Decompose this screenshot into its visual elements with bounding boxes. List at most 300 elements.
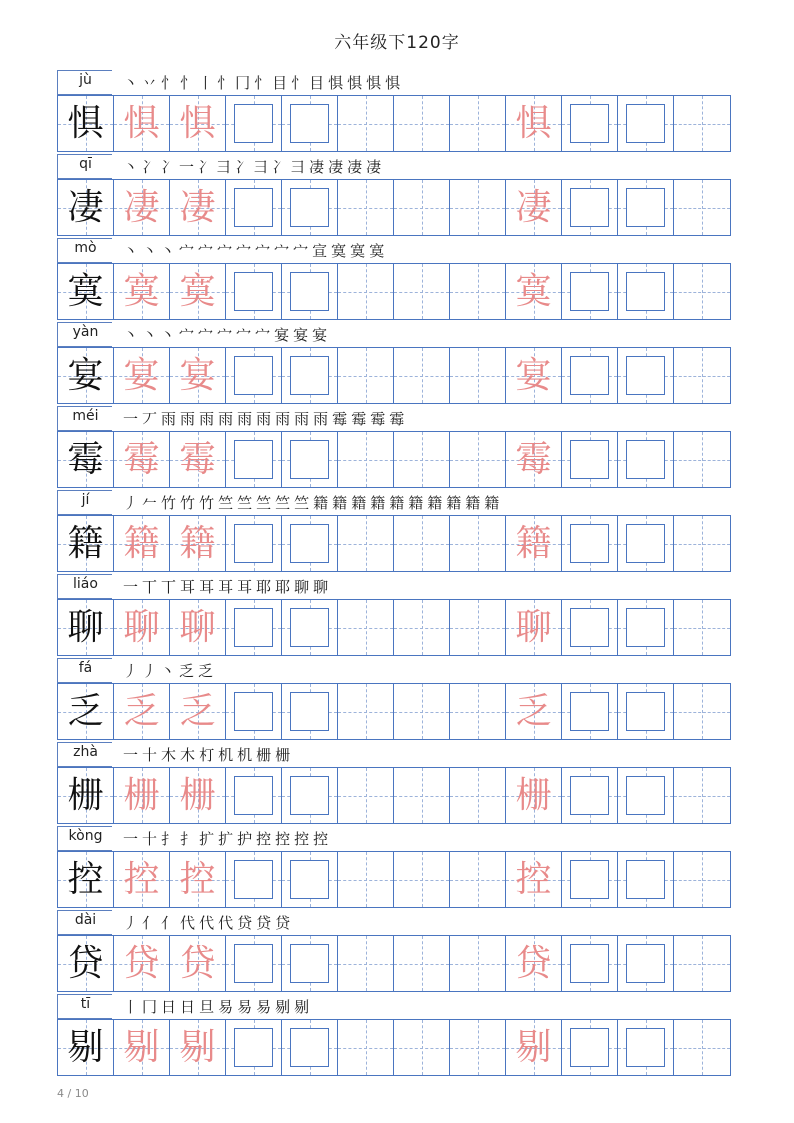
guide-line-horizontal xyxy=(450,292,505,293)
practice-cell[interactable] xyxy=(450,852,506,907)
practice-cell[interactable] xyxy=(394,180,450,235)
inner-square xyxy=(290,524,329,563)
stroke-step: 凄 xyxy=(328,158,347,176)
stroke-step: 惧 xyxy=(366,74,385,92)
guide-line-horizontal xyxy=(674,712,730,713)
trace-character: 惧 xyxy=(123,102,160,144)
stroke-step: 贷 xyxy=(275,914,294,932)
stroke-step: 忄目 xyxy=(254,74,291,92)
practice-cell[interactable] xyxy=(450,348,506,403)
practice-cell[interactable] xyxy=(338,348,394,403)
practice-cell[interactable] xyxy=(562,600,618,655)
practice-cell[interactable] xyxy=(674,516,730,571)
inner-square xyxy=(570,104,609,143)
inner-square xyxy=(626,692,665,731)
model-cell xyxy=(58,348,114,403)
practice-cell[interactable] xyxy=(674,432,730,487)
guide-line-horizontal xyxy=(394,880,449,881)
practice-cell[interactable] xyxy=(394,96,450,151)
stroke-step: 宴 xyxy=(293,326,312,344)
practice-cell[interactable] xyxy=(226,936,282,991)
guide-line-horizontal xyxy=(674,124,730,125)
practice-cell[interactable] xyxy=(506,936,562,991)
practice-cell[interactable] xyxy=(338,684,394,739)
practice-cell[interactable] xyxy=(170,1020,226,1075)
trace-character: 贷 xyxy=(179,942,216,984)
practice-cell[interactable] xyxy=(450,180,506,235)
guide-line-horizontal xyxy=(674,460,730,461)
practice-cell[interactable] xyxy=(170,600,226,655)
pinyin-box xyxy=(57,574,112,599)
inner-square xyxy=(234,104,273,143)
practice-cell[interactable] xyxy=(562,768,618,823)
stroke-step: 霉 xyxy=(370,410,389,428)
practice-cell[interactable] xyxy=(618,1020,674,1075)
trace-character: 控 xyxy=(179,858,216,900)
stroke-step: 籍 xyxy=(484,494,503,512)
character-entry xyxy=(57,826,731,910)
practice-cell[interactable] xyxy=(282,768,338,823)
stroke-step: 贷 xyxy=(256,914,275,932)
practice-cell[interactable] xyxy=(282,180,338,235)
guide-line-horizontal xyxy=(394,712,449,713)
inner-square xyxy=(626,1028,665,1067)
practice-cell[interactable] xyxy=(674,768,730,823)
stroke-step: 竹 xyxy=(161,494,180,512)
stroke-step: 扩 xyxy=(199,830,218,848)
trace-character: 控 xyxy=(123,858,160,900)
practice-cell[interactable] xyxy=(114,684,170,739)
pinyin-box xyxy=(57,826,112,851)
stroke-step: 耳 xyxy=(199,578,218,596)
model-character: 栅 xyxy=(67,774,104,816)
practice-cell[interactable] xyxy=(562,684,618,739)
practice-cell[interactable] xyxy=(450,768,506,823)
practice-cell[interactable] xyxy=(226,96,282,151)
practice-cell[interactable] xyxy=(170,96,226,151)
practice-cell[interactable] xyxy=(562,936,618,991)
practice-cell[interactable] xyxy=(226,768,282,823)
practice-cell[interactable] xyxy=(618,516,674,571)
practice-cell[interactable] xyxy=(562,264,618,319)
practice-cell[interactable] xyxy=(674,684,730,739)
practice-cell[interactable] xyxy=(170,348,226,403)
inner-square xyxy=(234,272,273,311)
trace-character: 霉 xyxy=(123,438,160,480)
practice-cell[interactable] xyxy=(394,768,450,823)
practice-cell[interactable] xyxy=(282,936,338,991)
inner-square xyxy=(234,188,273,227)
stroke-step: 凄 xyxy=(309,158,328,176)
stroke-step: 代 xyxy=(199,914,218,932)
guide-line-horizontal xyxy=(394,544,449,545)
guide-line-horizontal xyxy=(338,628,393,629)
stroke-step: 竺 xyxy=(256,494,275,512)
stroke-step: 耳 xyxy=(180,578,199,596)
inner-square xyxy=(234,776,273,815)
practice-cell[interactable] xyxy=(394,684,450,739)
practice-cell[interactable] xyxy=(562,96,618,151)
stroke-step: 机 xyxy=(237,746,256,764)
stroke-step: 亻 xyxy=(142,914,161,932)
pinyin-box xyxy=(57,994,112,1019)
practice-cell[interactable] xyxy=(562,180,618,235)
practice-cell[interactable] xyxy=(394,852,450,907)
practice-cell[interactable] xyxy=(674,180,730,235)
stroke-step: 惧 xyxy=(328,74,347,92)
practice-cell[interactable] xyxy=(674,348,730,403)
stroke-order xyxy=(123,660,217,682)
practice-cell[interactable] xyxy=(338,96,394,151)
practice-cell[interactable] xyxy=(114,600,170,655)
practice-cell[interactable] xyxy=(282,516,338,571)
practice-cell[interactable] xyxy=(226,348,282,403)
inner-square xyxy=(626,188,665,227)
stroke-step: 冂 xyxy=(142,998,161,1016)
practice-cell[interactable] xyxy=(450,96,506,151)
practice-cell[interactable] xyxy=(394,348,450,403)
practice-cell[interactable] xyxy=(618,768,674,823)
practice-cell[interactable] xyxy=(114,852,170,907)
practice-cell[interactable] xyxy=(170,936,226,991)
stroke-step: 丨 xyxy=(123,998,142,1016)
practice-cell[interactable] xyxy=(282,684,338,739)
stroke-step: 扩 xyxy=(218,830,237,848)
practice-cell[interactable] xyxy=(114,96,170,151)
practice-cell[interactable] xyxy=(506,684,562,739)
practice-cell[interactable] xyxy=(618,264,674,319)
stroke-step: 一 xyxy=(123,578,142,596)
trace-character: 聊 xyxy=(123,606,160,648)
stroke-step: 旦 xyxy=(199,998,218,1016)
practice-cell[interactable] xyxy=(282,1020,338,1075)
guide-line-horizontal xyxy=(394,796,449,797)
practice-cell[interactable] xyxy=(618,180,674,235)
stroke-step: 丿丶 xyxy=(142,662,179,680)
practice-cell[interactable] xyxy=(562,1020,618,1075)
practice-cell[interactable] xyxy=(226,684,282,739)
stroke-step: 雨 xyxy=(237,410,256,428)
stroke-step: 宴 xyxy=(312,326,331,344)
guide-line-horizontal xyxy=(674,964,730,965)
stroke-step: 竺 xyxy=(218,494,237,512)
practice-cell[interactable] xyxy=(506,264,562,319)
stroke-order xyxy=(123,240,388,262)
trace-character: 剔 xyxy=(179,1026,216,1068)
practice-cell[interactable] xyxy=(226,180,282,235)
practice-cell[interactable] xyxy=(226,516,282,571)
inner-square xyxy=(626,860,665,899)
inner-square xyxy=(570,356,609,395)
stroke-step: 霉 xyxy=(332,410,351,428)
character-entry xyxy=(57,490,731,574)
pinyin-label: dài xyxy=(74,912,97,928)
practice-cell[interactable] xyxy=(170,684,226,739)
practice-cell[interactable] xyxy=(450,936,506,991)
practice-cell[interactable] xyxy=(338,852,394,907)
practice-cell[interactable] xyxy=(450,684,506,739)
trace-character: 凄 xyxy=(179,186,216,228)
practice-cell[interactable] xyxy=(618,600,674,655)
pinyin-box xyxy=(57,154,112,179)
practice-cell[interactable] xyxy=(170,768,226,823)
stroke-step: 扌 xyxy=(161,830,180,848)
practice-cell[interactable] xyxy=(114,1020,170,1075)
practice-cell[interactable] xyxy=(338,432,394,487)
practice-cell[interactable] xyxy=(618,852,674,907)
model-cell xyxy=(58,516,114,571)
practice-cell[interactable] xyxy=(562,852,618,907)
practice-cell[interactable] xyxy=(450,432,506,487)
model-character: 控 xyxy=(67,858,104,900)
inner-square xyxy=(290,692,329,731)
practice-cell[interactable] xyxy=(450,264,506,319)
inner-square xyxy=(626,272,665,311)
stroke-step: 聊 xyxy=(313,578,332,596)
pinyin-label: kòng xyxy=(68,828,103,844)
practice-cell[interactable] xyxy=(674,936,730,991)
inner-square xyxy=(570,524,609,563)
guide-line-horizontal xyxy=(394,628,449,629)
practice-cell[interactable] xyxy=(226,600,282,655)
practice-cell[interactable] xyxy=(170,852,226,907)
guide-line-horizontal xyxy=(338,1048,393,1049)
stroke-step: 机 xyxy=(218,746,237,764)
practice-cell[interactable] xyxy=(226,432,282,487)
trace-character: 寞 xyxy=(515,270,552,312)
stroke-step: 扌 xyxy=(180,830,199,848)
inner-square xyxy=(570,608,609,647)
stroke-step: 籍 xyxy=(465,494,484,512)
model-cell xyxy=(58,96,114,151)
model-character: 霉 xyxy=(67,438,104,480)
pinyin-box xyxy=(57,490,112,515)
guide-line-horizontal xyxy=(338,544,393,545)
guide-line-horizontal xyxy=(338,880,393,881)
guide-line-horizontal xyxy=(450,1048,505,1049)
pinyin-label: yàn xyxy=(72,324,99,340)
character-entry xyxy=(57,238,731,322)
stroke-order xyxy=(123,912,294,934)
practice-cell[interactable] xyxy=(226,852,282,907)
stroke-step: 亻 xyxy=(161,914,180,932)
inner-square xyxy=(290,860,329,899)
stroke-step: 雨 xyxy=(180,410,199,428)
practice-cell[interactable] xyxy=(394,432,450,487)
stroke-step: 宀 xyxy=(217,326,236,344)
practice-cell[interactable] xyxy=(338,600,394,655)
practice-cell[interactable] xyxy=(450,516,506,571)
stroke-step: 聊 xyxy=(294,578,313,596)
practice-cell[interactable] xyxy=(674,264,730,319)
practice-cell[interactable] xyxy=(506,768,562,823)
practice-cell[interactable] xyxy=(114,264,170,319)
practice-cell[interactable] xyxy=(618,936,674,991)
stroke-step: 宴 xyxy=(274,326,293,344)
practice-cell[interactable] xyxy=(450,600,506,655)
practice-cell[interactable] xyxy=(226,1020,282,1075)
practice-cell[interactable] xyxy=(114,516,170,571)
practice-cell[interactable] xyxy=(674,96,730,151)
stroke-step: 日 xyxy=(161,998,180,1016)
pinyin-box xyxy=(57,70,112,95)
character-entry xyxy=(57,154,731,238)
guide-line-horizontal xyxy=(450,376,505,377)
practice-cell[interactable] xyxy=(338,768,394,823)
pinyin-box xyxy=(57,406,112,431)
inner-square xyxy=(234,440,273,479)
stroke-step: 易 xyxy=(218,998,237,1016)
writing-grid xyxy=(57,683,731,740)
stroke-step: 籍 xyxy=(427,494,446,512)
stroke-step: 宀 xyxy=(179,326,198,344)
guide-line-horizontal xyxy=(394,208,449,209)
guide-line-horizontal xyxy=(674,628,730,629)
stroke-order xyxy=(123,996,313,1018)
practice-cell[interactable] xyxy=(394,264,450,319)
practice-cell[interactable] xyxy=(506,96,562,151)
inner-square xyxy=(290,188,329,227)
writing-grid xyxy=(57,1019,731,1076)
inner-square xyxy=(234,1028,273,1067)
stroke-step: 耶 xyxy=(275,578,294,596)
practice-cell[interactable] xyxy=(338,180,394,235)
practice-cell[interactable] xyxy=(618,684,674,739)
trace-character: 籍 xyxy=(515,522,552,564)
practice-cell[interactable] xyxy=(170,432,226,487)
character-entry xyxy=(57,994,731,1078)
stroke-step: 控 xyxy=(313,830,332,848)
practice-cell[interactable] xyxy=(282,852,338,907)
inner-square xyxy=(626,776,665,815)
inner-square xyxy=(234,692,273,731)
model-cell xyxy=(58,936,114,991)
inner-square xyxy=(570,776,609,815)
inner-square xyxy=(290,608,329,647)
inner-square xyxy=(570,1028,609,1067)
practice-cell[interactable] xyxy=(562,432,618,487)
stroke-step: 宀 xyxy=(217,242,236,260)
guide-line-horizontal xyxy=(674,880,730,881)
guide-line-horizontal xyxy=(450,628,505,629)
practice-cell[interactable] xyxy=(338,516,394,571)
trace-character: 凄 xyxy=(515,186,552,228)
practice-cell[interactable] xyxy=(394,1020,450,1075)
guide-line-horizontal xyxy=(450,964,505,965)
stroke-step: 冫彐 xyxy=(198,158,235,176)
practice-cell[interactable] xyxy=(170,264,226,319)
practice-cell[interactable] xyxy=(282,432,338,487)
practice-cell[interactable] xyxy=(450,1020,506,1075)
practice-cell[interactable] xyxy=(282,96,338,151)
practice-cell[interactable] xyxy=(170,516,226,571)
practice-cell[interactable] xyxy=(506,432,562,487)
practice-cell[interactable] xyxy=(394,516,450,571)
stroke-step: 丶 xyxy=(123,242,142,260)
stroke-step: 剔 xyxy=(294,998,313,1016)
practice-cell[interactable] xyxy=(506,516,562,571)
practice-cell[interactable] xyxy=(114,348,170,403)
inner-square xyxy=(290,1028,329,1067)
stroke-order xyxy=(123,408,408,430)
practice-cell[interactable] xyxy=(338,264,394,319)
practice-cell[interactable] xyxy=(674,852,730,907)
practice-cell[interactable] xyxy=(282,600,338,655)
practice-cell[interactable] xyxy=(282,264,338,319)
guide-line-horizontal xyxy=(338,208,393,209)
practice-cell[interactable] xyxy=(506,348,562,403)
practice-cell[interactable] xyxy=(674,600,730,655)
practice-cell[interactable] xyxy=(114,180,170,235)
guide-line-horizontal xyxy=(674,544,730,545)
writing-grid xyxy=(57,95,731,152)
practice-cell[interactable] xyxy=(114,432,170,487)
practice-cell[interactable] xyxy=(674,1020,730,1075)
page-indicator: 4 / 10 xyxy=(57,1087,89,1100)
practice-cell[interactable] xyxy=(394,600,450,655)
practice-cell[interactable] xyxy=(114,936,170,991)
practice-cell[interactable] xyxy=(114,768,170,823)
practice-cell[interactable] xyxy=(506,852,562,907)
stroke-step: 雨 xyxy=(199,410,218,428)
practice-cell[interactable] xyxy=(562,348,618,403)
stroke-step: 寞 xyxy=(331,242,350,260)
guide-line-horizontal xyxy=(674,292,730,293)
stroke-step: 籍 xyxy=(408,494,427,512)
practice-cell[interactable] xyxy=(618,96,674,151)
inner-square xyxy=(626,440,665,479)
guide-line-horizontal xyxy=(674,796,730,797)
character-entry xyxy=(57,658,731,742)
practice-cell[interactable] xyxy=(394,936,450,991)
trace-character: 聊 xyxy=(515,606,552,648)
trace-character: 乏 xyxy=(179,690,216,732)
practice-cell[interactable] xyxy=(338,936,394,991)
stroke-step: 丅 xyxy=(161,578,180,596)
practice-cell[interactable] xyxy=(506,1020,562,1075)
trace-character: 控 xyxy=(515,858,552,900)
practice-cell[interactable] xyxy=(506,180,562,235)
practice-cell[interactable] xyxy=(170,180,226,235)
stroke-order xyxy=(123,828,332,850)
inner-square xyxy=(570,440,609,479)
character-entry xyxy=(57,742,731,826)
practice-cell[interactable] xyxy=(282,348,338,403)
stroke-step: 丿 xyxy=(123,662,142,680)
writing-grid xyxy=(57,599,731,656)
inner-square xyxy=(290,944,329,983)
model-character: 聊 xyxy=(67,606,104,648)
model-character: 宴 xyxy=(67,354,104,396)
practice-cell[interactable] xyxy=(618,348,674,403)
practice-cell[interactable] xyxy=(506,600,562,655)
practice-cell[interactable] xyxy=(562,516,618,571)
stroke-step: 耳 xyxy=(218,578,237,596)
inner-square xyxy=(290,776,329,815)
practice-cell[interactable] xyxy=(226,264,282,319)
stroke-step: 竺 xyxy=(294,494,313,512)
stroke-step: 十 xyxy=(142,830,161,848)
inner-square xyxy=(234,860,273,899)
stroke-step: 丶 xyxy=(123,326,142,344)
model-character: 剔 xyxy=(67,1026,104,1068)
practice-cell[interactable] xyxy=(338,1020,394,1075)
stroke-order xyxy=(123,156,385,178)
model-cell xyxy=(58,432,114,487)
stroke-step: 丶 xyxy=(123,74,142,92)
practice-cell[interactable] xyxy=(618,432,674,487)
stroke-step: 宀 xyxy=(198,242,217,260)
